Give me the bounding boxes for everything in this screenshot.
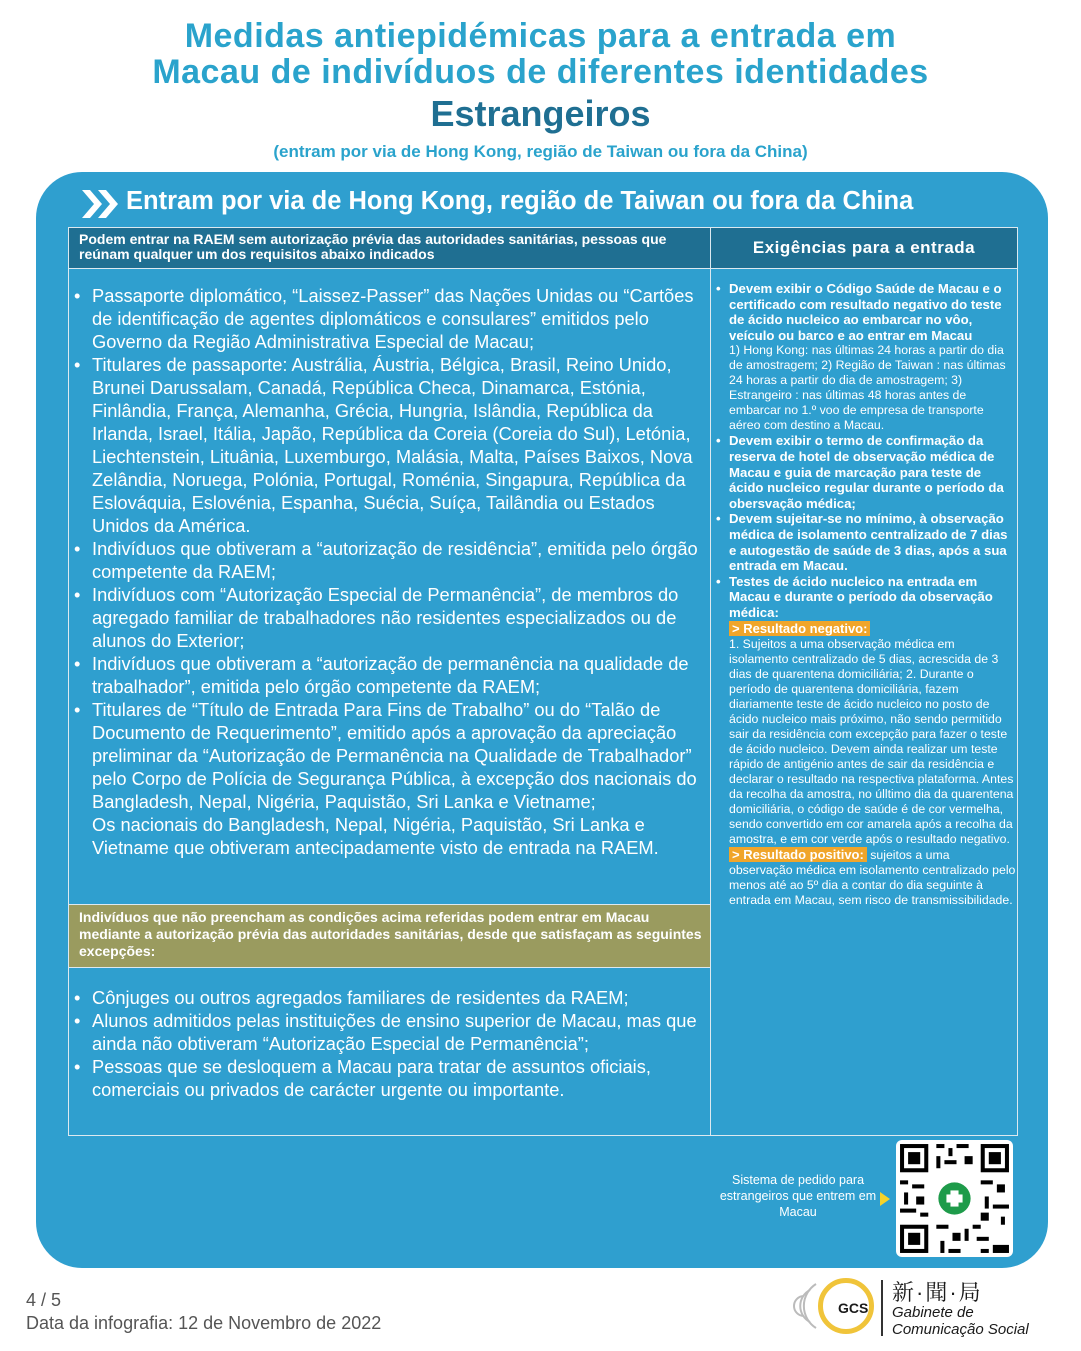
list-item: • Indivíduos que obtiveram a “autorização de residência”, emitida pelo órgão competente da RAEM; [74, 537, 706, 583]
panel-heading: Entram por via de Hong Kong, região de Taiwan ou fora da China [126, 187, 914, 215]
negative-result-text: 1. Sujeitos a uma observação médica em isolamento centralizado de 5 dias, acrescida de 3 dias de quarentena domiciliária; 2. Durante o período de quarentena domiciliária, fazem diariamente teste de ácido nucleico no posto de ácido nucleico mais próximo, não sendo permitido sair da residência com excepção para fazer o teste de ácido nucleico. Devem ainda realizar um teste rápido de antigénio antes de sair da residência e declarar o resultado na respectiva plataforma. Antes da recolha da amostra, no úlltimo dia da quarentena domiciliária, o código de saúde é de cor vermelha, sendo convertido em cor amarela após a recolha da amostra, e em cor verde após o resultado negativo. [729, 636, 1014, 846]
list-item: • Alunos admitidos pelas instituições de ensino superior de Macau, mas que ainda não obtiveram “Autorização Especial de Permanência”; [74, 1009, 706, 1055]
list-item: • Pessoas que se desloquem a Macau para tratar de assuntos oficiais, comerciais ou privados de carácter urgente ou importante. [74, 1055, 706, 1101]
double-chevron-icon [80, 188, 120, 220]
exceptions-list [74, 986, 706, 1101]
right-column-header: Exigências para a entrada [710, 227, 1018, 269]
positive-result-block [716, 847, 1016, 908]
list-item: • Passaporte diplomático, “Laissez-Passer” das Nações Unidas ou “Cartões de identificação de agentes diplomáticos e consulares” emitidos pelo Governo da Região Administrativa Especial de Macau; [74, 284, 706, 353]
logo-portuguese-name-1: Gabinete de [892, 1304, 974, 1321]
entry-requirements [716, 281, 1016, 908]
list-item: Os nacionais do Bangladesh, Nepal, Nigéria, Paquistão, Sri Lanka e Vietname que obtiveram antecipadamente visto de entrada na RAEM. [92, 814, 659, 858]
list-item: • Titulares de “Título de Entrada Para Fins de Trabalho” ou do “Talão de Documento de Requerimento”, emitido após a aprovação da apreciação preliminar da “Autorização de Permanência na Qualidade de Trabalhador” pelo Corpo de Polícia de Segurança Pública, à excepção dos nacionais do Bangladesh, Nepal, Nigéria, Paquistão, Sri Lanka e Vietname; [74, 698, 706, 813]
logo-divider [881, 1280, 883, 1336]
requirement-health-code-details: 1) Hong Kong: nas últimas 24 horas a partir do dia de amostragem; 2) Região de Taiwan : nas últimas 24 horas a partir do dia de amostragem; 3) Estrangeiro : nas últimas 48 horas antes de embarcar no 1.º voo de empresa de transporte aéreo com destino a Macau. [729, 343, 1006, 433]
list-item: • Cônjuges ou outros agregados familiares de residentes da RAEM; [74, 986, 706, 1009]
negative-result-block [716, 621, 1016, 637]
logo-chinese-name: 新·聞·局 [892, 1280, 983, 1305]
eligible-list [74, 284, 706, 859]
negative-result-tag: > Resultado negativo: [729, 621, 870, 636]
gcs-logo-text: GCS [838, 1300, 869, 1316]
qr-label: Sistema de pedido para estrangeiros que entrem em Macau [719, 1173, 877, 1219]
qr-code-icon [896, 1140, 1013, 1257]
column-divider [710, 269, 711, 1136]
infographic-date: Data da infografia: 12 de Novembro de 2022 [26, 1313, 382, 1333]
logo-portuguese-name-2: Comunicação Social [892, 1321, 1029, 1338]
left-column-header: Podem entrar na RAEM sem autorização prévia das autoridades sanitárias, pessoas que reúnam qualquer um dos requisitos abaixo indicados [68, 227, 711, 269]
page-number: 4 / 5 [26, 1290, 62, 1310]
qr-code[interactable] [896, 1140, 1013, 1257]
list-item: • Indivíduos que obtiveram a “autorização de permanência na qualidade de trabalhador”, emitida pelo órgão competente da RAEM; [74, 652, 706, 698]
subtitle: (entram por via de Hong Kong, região de Taiwan ou fora da China) [273, 142, 808, 161]
positive-result-tag: > Resultado positivo: [729, 847, 867, 862]
requirement-tests: • Testes de ácido nucleico na entrada em Macau e durante o período da observação médica: [716, 574, 1016, 621]
requirement-hotel: • Devem exibir o termo de confirmação da reserva de hotel de observação médica de Macau e guia de marcação para teste de ácido nucleico regular durante o período da obersvação médica; [716, 433, 1016, 511]
title-line-1: Medidas antiepidémicas para a entrada em [184, 17, 897, 55]
signal-waves-icon [790, 1276, 820, 1336]
requirement-observation: • Devem sujeitar-se no mínimo, à observação médica de isolamento centralizado de 7 dias e autogestão de saúde de 3 dias, após a sua entrada em Macau. [716, 511, 1016, 573]
title-line-2: Macau de indivíduos de diferentes identidades [152, 53, 929, 91]
requirement-health-code: • Devem exibir o Código Saúde de Macau e o certificado com resultado negativo do teste de ácido nucleico ao embarcar no vôo, veículo ou barco e ao entrar em Macau [716, 281, 1016, 343]
list-item: • Indivíduos com “Autorização Especial de Permanência”, de membros do agregado familiar de trabalhadores não residentes especializados ou de alunos do Exterior; [74, 583, 706, 652]
positive-result-text: sujeitos a uma observação médica em isolamento centralizado pelo menos até ao 5º dia a contar do dia seguinte à entrada em Macau, sem risco de transmissibilidade. [729, 847, 1016, 907]
arrow-right-icon [880, 1192, 890, 1206]
list-item: • Titulares de passaporte: Austrália, Áustria, Bélgica, Brasil, Reino Unido, Brunei Darussalam, Canadá, República Checa, Dinamarca, Estónia, Finlândia, França, Alemanha, Grécia, Hungria, Islândia, República da Irlanda, Israel, Itália, Japão, República da Coreia (Coreia do Sul), Letónia, Liechtenstein, Lituânia, Luxemburgo, Malásia, Malta, Países Baixos, Nova Zelândia, Noruega, Polónia, Portugal, Roménia, Singapura, República da Eslováquia, Eslovénia, Espanha, Suécia, Suíça, Tailândia ou Estados Unidos da América. [74, 353, 706, 537]
title-category: Estrangeiros [430, 93, 651, 134]
exceptions-header: Indivíduos que não preencham as condições acima referidas podem entrar em Macau mediante a autorização prévia das autoridades sanitárias, desde que satisfaçam as seguintes excepções: [68, 904, 711, 968]
